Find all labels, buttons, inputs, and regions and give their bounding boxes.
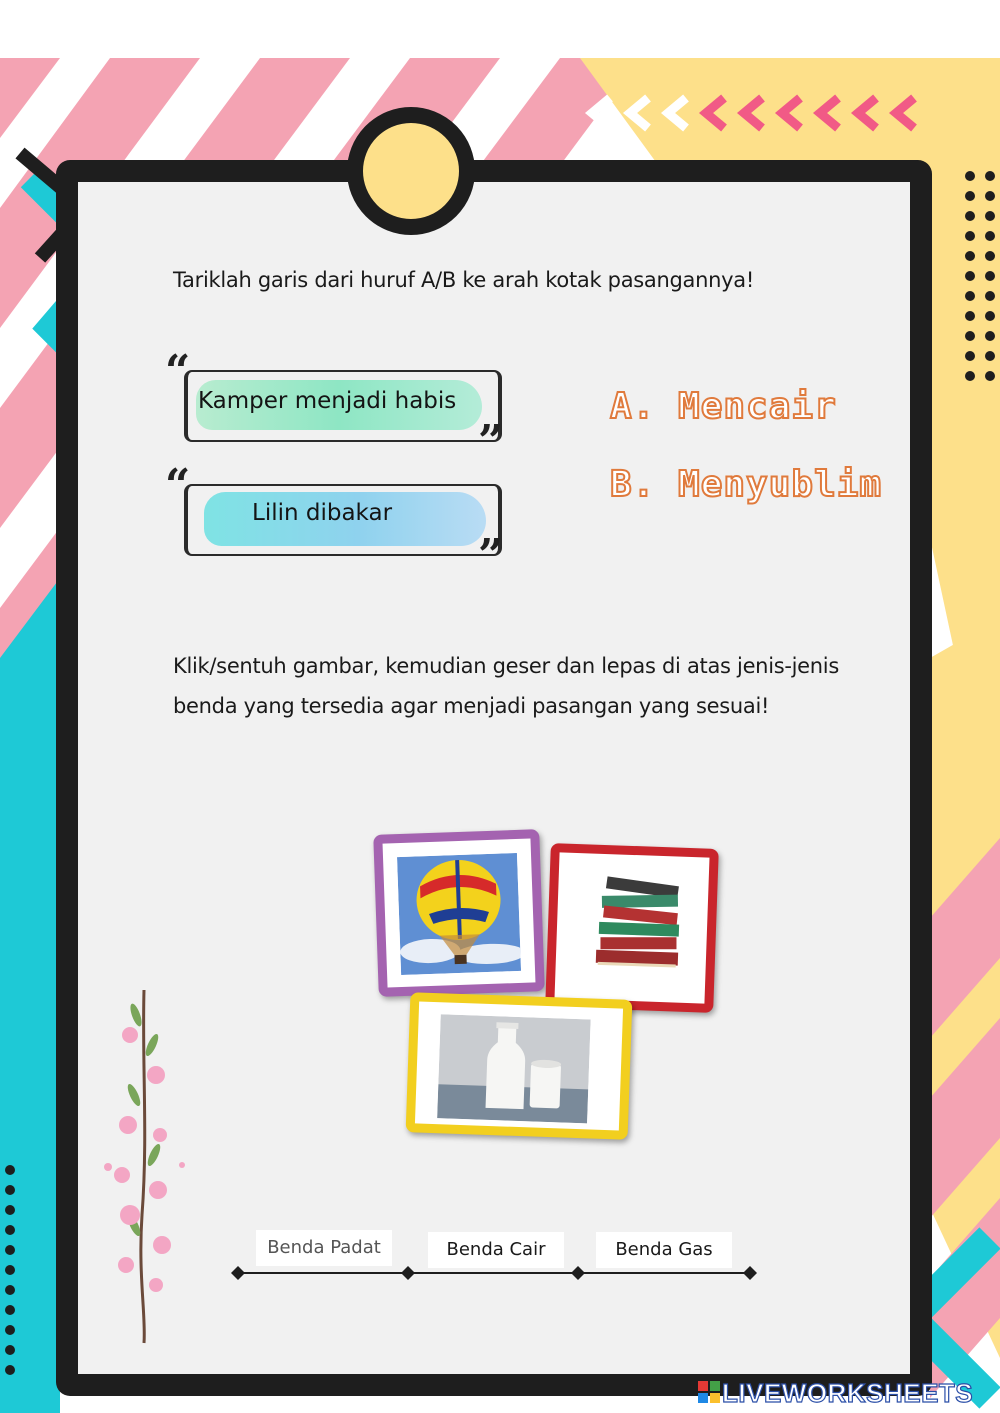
drop-zone-benda-padat[interactable]: Benda Padat bbox=[256, 1230, 392, 1266]
liveworksheets-logo-icon bbox=[698, 1381, 720, 1403]
hot-air-balloon-icon bbox=[397, 853, 521, 975]
statement-text-2: Lilin dibakar bbox=[252, 500, 393, 526]
answer-a[interactable]: A. Mencair bbox=[610, 386, 837, 427]
draggable-image-books[interactable] bbox=[545, 843, 719, 1013]
milk-bottle-icon bbox=[437, 1014, 591, 1123]
instruction-drag-drop: Klik/sentuh gambar, kemudian geser dan lepas di atas jenis-jenis benda yang tersedia agar menjadi pasangan yang sesuai! bbox=[173, 654, 839, 718]
answer-b[interactable]: B. Menyublim bbox=[610, 464, 883, 505]
open-quote-icon: “ bbox=[165, 346, 191, 397]
close-quote-icon: ” bbox=[478, 416, 504, 467]
liveworksheets-brand[interactable]: LIVEWORKSHEETS bbox=[722, 1378, 974, 1408]
decorative-circle bbox=[344, 104, 478, 238]
category-divider-line bbox=[228, 1262, 762, 1284]
book-stack-icon bbox=[563, 871, 701, 980]
drop-zone-benda-gas[interactable]: Benda Gas bbox=[596, 1232, 732, 1268]
flower-branch-icon bbox=[100, 985, 192, 1345]
close-quote-icon: ” bbox=[478, 530, 504, 581]
instruction-matching: Tariklah garis dari huruf A/B ke arah kotak pasangannya! bbox=[173, 268, 754, 292]
draggable-image-milk[interactable] bbox=[406, 992, 633, 1140]
statement-text-1: Kamper menjadi habis bbox=[198, 388, 457, 414]
draggable-image-balloon[interactable] bbox=[373, 829, 545, 997]
open-quote-icon: “ bbox=[165, 460, 191, 511]
drop-zone-benda-cair[interactable]: Benda Cair bbox=[428, 1232, 564, 1268]
